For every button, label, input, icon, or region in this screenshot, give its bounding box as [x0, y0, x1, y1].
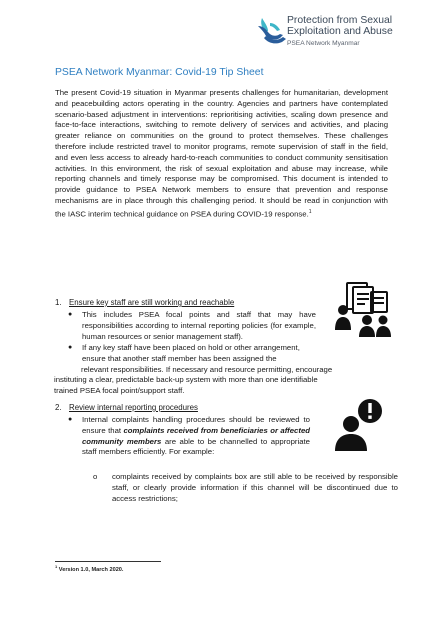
footnote [55, 564, 123, 573]
footnote-divider [55, 561, 161, 562]
footnote-reference: 1 [308, 208, 312, 215]
section-1-bullet-2 [54, 343, 402, 397]
section-2-emphasis: complaints received from beneficiaries or affected community members [82, 425, 310, 446]
section-1-bullet-2-line: trained PSEA focal point/support staff. [54, 386, 185, 396]
section-2-sub-item-1-text: complaints received by complaints box are still able to be received by responsible staff, or clearly provide information if this channel will be discontinued due to access restrictions; [112, 472, 398, 503]
section-1-bullet-1 [68, 310, 316, 342]
page-title: PSEA Network Myanmar: Covid-19 Tip Sheet [55, 67, 264, 78]
footnote-text: Version 1.0, March 2020. [58, 566, 124, 573]
section-1-bullet-2-line: ensure that another staff member has been assigned the [82, 353, 277, 363]
section-1-bullet-2-line: instituting a clear, predictable back-up system with more than one identifiable [54, 375, 318, 385]
section-1-bullet-1-text: This includes PSEA focal points and staff that may have responsibilities according to internal reporting policies (for example, human resources or senior management staff). [82, 310, 316, 341]
section-2-bullet-1-text-before: Internal complaints handling procedures should be reviewed to ensure that [82, 415, 310, 435]
intro-paragraph [55, 88, 388, 220]
section-2-number: 2. [55, 403, 62, 412]
hands-logo-icon [256, 14, 290, 48]
bullet-dot: ● [68, 311, 73, 318]
section-1-bullet-2-line: If any key staff have been placed on hold or other arrangement, [82, 343, 300, 352]
section-2-sub-item-1 [93, 472, 398, 504]
intro-text: The present Covid-19 situation in Myanmar presents challenges for humanitarian, development and peacebuilding actors operating in the country. Agencies and partners have contemplated scenario-based adjustment in interventions: reprioritising activities, scaling down presence and face-to-face interactions, switching to remote delivery of services and activities, and placing greater reliance on communities on the ground to protect themselves. These challenges therefore include restricted travel to monitor programs, remote supervision of staff in the field, and even less access to already hard-to-reach communities to conduct community sensitisation activities. In this environment, the risk of sexual exploitation and abuse may increase, while reporting channels and timely response may be compromised. This document is intended to provide guidance to PSEA Network members to ensure that prevention and response mechanisms are in place through this challenging period. It should be read in conjunction with the IASC interim technical guidance on PSEA during COVID-19 response. [55, 88, 388, 219]
section-1-number: 1. [55, 298, 62, 307]
footnote-marker: 1 [55, 564, 58, 569]
bullet-dot: ● [68, 344, 73, 351]
logo-text [287, 15, 437, 48]
bullet-dot: ● [68, 416, 73, 423]
section-2-bullet-1-text-after: are able to be channelled to appropriate staff members efficiently. For example: [82, 436, 310, 457]
logo-title-line1: Protection from Sexual [287, 15, 393, 26]
staff-documents-icon [333, 280, 393, 338]
logo-subtitle: PSEA Network Myanmar [287, 40, 360, 47]
section-2-bullet-1 [68, 415, 310, 458]
section-1-title: Ensure key staff are still working and reachable [69, 298, 235, 307]
psea-logo [256, 14, 436, 50]
section-2-title: Review internal reporting procedures [69, 403, 198, 412]
logo-title-line2: Exploitation and Abuse [287, 26, 393, 37]
sub-bullet-marker: o [93, 472, 98, 481]
section-1-bullet-2-line: relevant responsibilities. If necessary and resource permitting, encourage [81, 364, 333, 374]
person-alert-icon [330, 397, 386, 453]
